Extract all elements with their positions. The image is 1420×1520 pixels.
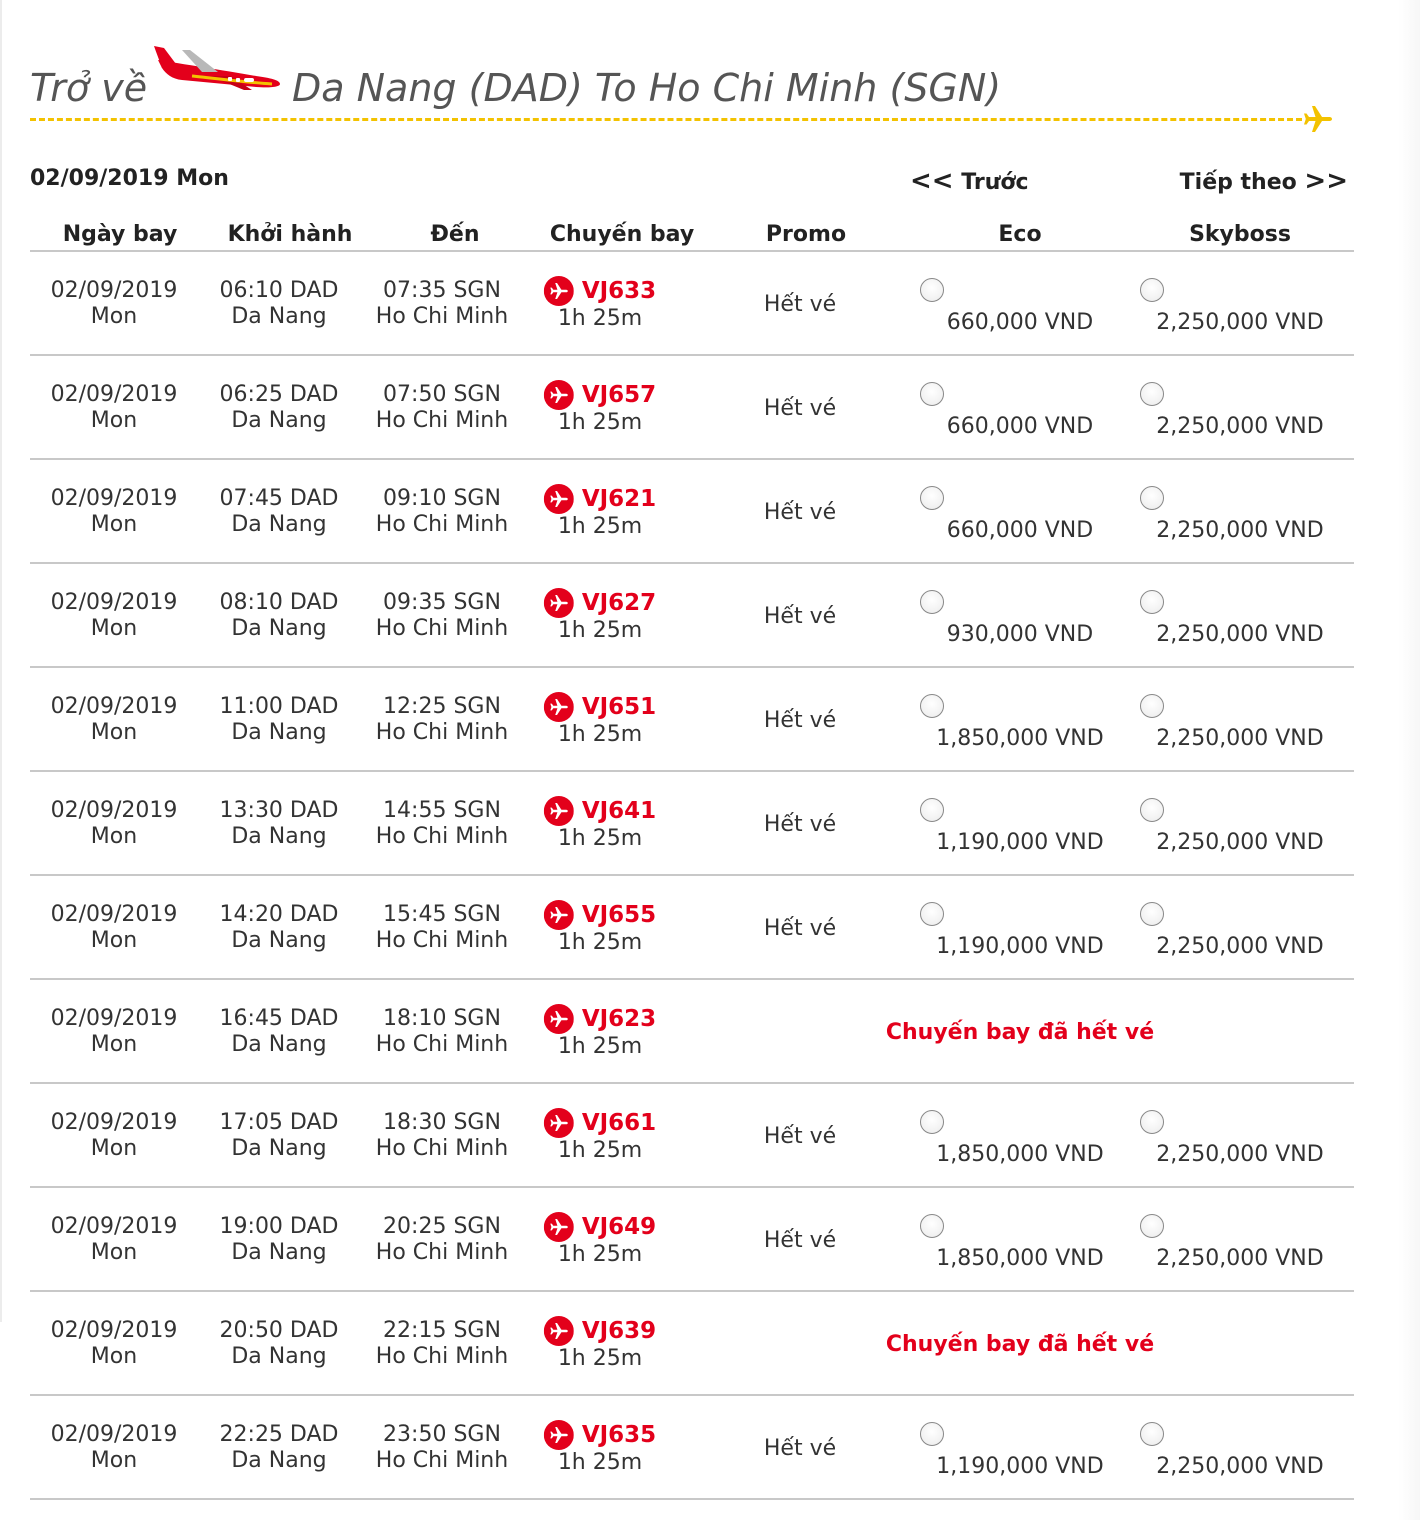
- eco-fare-radio[interactable]: [920, 590, 944, 614]
- flight-cell: [544, 1108, 656, 1164]
- arrival-time: 09:10 SGN: [383, 486, 501, 511]
- flight-number[interactable]: VJ641: [581, 798, 657, 824]
- arrival-cell: [376, 590, 508, 642]
- date-cell: [51, 798, 178, 850]
- previous-label: Trước: [961, 170, 1029, 195]
- flight-duration: 1h 25m: [557, 1034, 643, 1059]
- flight-number[interactable]: VJ649: [581, 1214, 657, 1240]
- skyboss-fare-radio[interactable]: [1140, 798, 1164, 822]
- departure-city: Da Nang: [231, 1344, 327, 1369]
- promo-status: Hết vé: [763, 812, 837, 837]
- flight-row: [30, 980, 1354, 1084]
- column-header-flight: Chuyến bay: [549, 222, 695, 247]
- arrival-cell: [376, 486, 508, 538]
- flight-duration: 1h 25m: [557, 826, 643, 851]
- promo-status: Hết vé: [763, 1436, 837, 1461]
- flight-row: [30, 564, 1354, 668]
- flight-date: 02/09/2019: [50, 1422, 178, 1447]
- flight-row: [30, 772, 1354, 876]
- flight-duration: 1h 25m: [557, 514, 643, 539]
- vietjet-plane-icon: [152, 40, 284, 96]
- vietjet-flight-icon: [544, 1004, 574, 1034]
- eco-fare-radio[interactable]: [920, 1422, 944, 1446]
- skyboss-price: 2,250,000 VND: [1156, 830, 1324, 855]
- next-day-link[interactable]: [1180, 166, 1348, 196]
- date-cell: [51, 590, 178, 642]
- skyboss-fare-radio[interactable]: [1140, 278, 1164, 302]
- arrival-cell: [376, 1318, 508, 1370]
- eco-fare-radio[interactable]: [920, 798, 944, 822]
- flight-weekday: Mon: [90, 1032, 138, 1057]
- flight-date: 02/09/2019: [50, 1006, 178, 1031]
- departure-cell: [220, 694, 339, 746]
- departure-city: Da Nang: [231, 720, 327, 745]
- flight-row: [30, 876, 1354, 980]
- eco-price: 1,190,000 VND: [936, 934, 1104, 959]
- eco-fare-radio[interactable]: [920, 1214, 944, 1238]
- flight-weekday: Mon: [90, 512, 138, 537]
- arrival-time: 18:30 SGN: [383, 1110, 501, 1135]
- date-cell: [51, 1006, 178, 1058]
- departure-time: 20:50 DAD: [219, 1318, 339, 1343]
- departure-city: Da Nang: [231, 408, 327, 433]
- flight-number[interactable]: VJ633: [581, 278, 657, 304]
- arrival-city: Ho Chi Minh: [375, 1240, 509, 1265]
- arrival-cell: [376, 1110, 508, 1162]
- departure-city: Da Nang: [231, 1448, 327, 1473]
- flight-number[interactable]: VJ655: [581, 902, 657, 928]
- skyboss-price: 2,250,000 VND: [1156, 622, 1324, 647]
- date-cell: [51, 1110, 178, 1162]
- flight-duration: 1h 25m: [557, 306, 643, 331]
- flight-weekday: Mon: [90, 616, 138, 641]
- departure-cell: [220, 1318, 339, 1370]
- flight-weekday: Mon: [90, 1240, 138, 1265]
- arrival-cell: [376, 798, 508, 850]
- flight-cell: [544, 1004, 656, 1060]
- departure-city: Da Nang: [231, 824, 327, 849]
- arrival-time: 07:50 SGN: [383, 382, 501, 407]
- flight-row: [30, 252, 1354, 356]
- vietjet-flight-icon: [544, 900, 574, 930]
- flight-date: 02/09/2019: [50, 694, 178, 719]
- flight-duration: 1h 25m: [557, 410, 643, 435]
- flight-duration: 1h 25m: [557, 1450, 643, 1475]
- selected-date: 02/09/2019 Mon: [30, 166, 229, 191]
- flight-number[interactable]: VJ635: [581, 1422, 657, 1448]
- left-border: [0, 0, 2, 1322]
- flight-row: [30, 1188, 1354, 1292]
- skyboss-price: 2,250,000 VND: [1156, 726, 1324, 751]
- flight-number[interactable]: VJ623: [581, 1006, 657, 1032]
- departure-cell: [220, 1110, 339, 1162]
- departure-time: 08:10 DAD: [219, 590, 339, 615]
- skyboss-fare-radio[interactable]: [1140, 902, 1164, 926]
- arrival-time: 14:55 SGN: [383, 798, 501, 823]
- skyboss-price: 2,250,000 VND: [1156, 310, 1324, 335]
- flight-duration: 1h 25m: [557, 618, 643, 643]
- column-header-eco: Eco: [998, 222, 1042, 247]
- right-edge-shade: [1398, 0, 1420, 1520]
- eco-price: 660,000 VND: [946, 310, 1094, 335]
- arrival-city: Ho Chi Minh: [375, 824, 509, 849]
- flight-row: [30, 1084, 1354, 1188]
- vietjet-flight-icon: [544, 692, 574, 722]
- sold-out-message: Chuyến bay đã hết vé: [885, 1332, 1155, 1357]
- vietjet-flight-icon: [544, 380, 574, 410]
- flight-number[interactable]: VJ627: [581, 590, 657, 616]
- date-cell: [51, 382, 178, 434]
- eco-price: 1,190,000 VND: [936, 1454, 1104, 1479]
- column-header-promo: Promo: [765, 222, 847, 247]
- skyboss-fare-radio[interactable]: [1140, 1214, 1164, 1238]
- route-dashed-line: [30, 118, 1302, 121]
- eco-price: 1,850,000 VND: [936, 726, 1104, 751]
- skyboss-price: 2,250,000 VND: [1156, 1246, 1324, 1271]
- departure-time: 14:20 DAD: [219, 902, 339, 927]
- flight-cell: [544, 900, 656, 956]
- departure-city: Da Nang: [231, 928, 327, 953]
- flight-weekday: Mon: [90, 720, 138, 745]
- promo-status: Hết vé: [763, 292, 837, 317]
- column-header-date: Ngày bay: [62, 222, 178, 247]
- promo-status: Hết vé: [763, 1124, 837, 1149]
- skyboss-price: 2,250,000 VND: [1156, 1454, 1324, 1479]
- flight-duration: 1h 25m: [557, 1346, 643, 1371]
- arrival-time: 23:50 SGN: [383, 1422, 501, 1447]
- departure-city: Da Nang: [231, 1032, 327, 1057]
- vietjet-flight-icon: [544, 1212, 574, 1242]
- departure-city: Da Nang: [231, 616, 327, 641]
- vietjet-flight-icon: [544, 1316, 574, 1346]
- departure-cell: [220, 1006, 339, 1058]
- skyboss-price: 2,250,000 VND: [1156, 414, 1324, 439]
- departure-cell: [220, 1214, 339, 1266]
- departure-time: 17:05 DAD: [219, 1110, 339, 1135]
- arrival-time: 22:15 SGN: [383, 1318, 501, 1343]
- departure-time: 06:10 DAD: [219, 278, 339, 303]
- flight-duration: 1h 25m: [557, 1138, 643, 1163]
- flight-number[interactable]: VJ651: [581, 694, 657, 720]
- flight-weekday: Mon: [90, 1136, 138, 1161]
- departure-time: 22:25 DAD: [219, 1422, 339, 1447]
- flight-weekday: Mon: [90, 408, 138, 433]
- arrival-time: 20:25 SGN: [383, 1214, 501, 1239]
- arrival-city: Ho Chi Minh: [375, 1136, 509, 1161]
- flight-cell: [544, 380, 656, 436]
- flight-duration: 1h 25m: [557, 722, 643, 747]
- flight-duration: 1h 25m: [557, 1242, 643, 1267]
- flight-weekday: Mon: [90, 1344, 138, 1369]
- column-header-skyboss: Skyboss: [1189, 222, 1291, 247]
- arrival-cell: [376, 902, 508, 954]
- eco-price: 1,190,000 VND: [936, 830, 1104, 855]
- arrival-cell: [376, 1214, 508, 1266]
- flight-weekday: Mon: [90, 304, 138, 329]
- departure-city: Da Nang: [231, 512, 327, 537]
- skyboss-fare-radio[interactable]: [1140, 1110, 1164, 1134]
- departure-city: Da Nang: [231, 1240, 327, 1265]
- flight-cell: [544, 1212, 656, 1268]
- double-chevron-right-icon: >>: [1304, 166, 1348, 196]
- departure-time: 13:30 DAD: [219, 798, 339, 823]
- arrival-city: Ho Chi Minh: [375, 512, 509, 537]
- previous-day-link[interactable]: [910, 166, 1029, 196]
- arrival-time: 09:35 SGN: [383, 590, 501, 615]
- flight-row: [30, 668, 1354, 772]
- flight-cell: [544, 484, 656, 540]
- skyboss-price: 2,250,000 VND: [1156, 1142, 1324, 1167]
- arrival-city: Ho Chi Minh: [375, 928, 509, 953]
- date-cell: [51, 1318, 178, 1370]
- flight-date: 02/09/2019: [50, 1110, 178, 1135]
- flight-number[interactable]: VJ657: [581, 382, 657, 408]
- departure-cell: [220, 902, 339, 954]
- flight-date: 02/09/2019: [50, 902, 178, 927]
- departure-cell: [220, 278, 339, 330]
- promo-status: Hết vé: [763, 604, 837, 629]
- flight-row: [30, 1292, 1354, 1396]
- vietjet-flight-icon: [544, 1108, 574, 1138]
- eco-fare-radio[interactable]: [920, 1110, 944, 1134]
- eco-fare-radio[interactable]: [920, 486, 944, 510]
- eco-fare-radio[interactable]: [920, 902, 944, 926]
- promo-status: Hết vé: [763, 708, 837, 733]
- airplane-icon: [1302, 103, 1334, 135]
- flight-row: [30, 356, 1354, 460]
- vietjet-flight-icon: [544, 276, 574, 306]
- eco-price: 1,850,000 VND: [936, 1246, 1104, 1271]
- vietjet-flight-icon: [544, 588, 574, 618]
- arrival-city: Ho Chi Minh: [375, 408, 509, 433]
- flight-cell: [544, 1316, 656, 1372]
- arrival-cell: [376, 1006, 508, 1058]
- skyboss-fare-radio[interactable]: [1140, 382, 1164, 406]
- flight-weekday: Mon: [90, 1448, 138, 1473]
- promo-status: Hết vé: [763, 500, 837, 525]
- departure-time: 06:25 DAD: [219, 382, 339, 407]
- flight-date: 02/09/2019: [50, 1318, 178, 1343]
- departure-cell: [220, 590, 339, 642]
- flight-cell: [544, 588, 656, 644]
- departure-cell: [220, 1422, 339, 1474]
- flight-table: [30, 220, 1354, 1500]
- departure-time: 07:45 DAD: [219, 486, 339, 511]
- date-cell: [51, 486, 178, 538]
- vietjet-flight-icon: [544, 1420, 574, 1450]
- flight-date: 02/09/2019: [50, 486, 178, 511]
- departure-city: Da Nang: [231, 304, 327, 329]
- arrival-city: Ho Chi Minh: [375, 616, 509, 641]
- sold-out-message: Chuyến bay đã hết vé: [885, 1020, 1155, 1045]
- arrival-city: Ho Chi Minh: [375, 1344, 509, 1369]
- arrival-cell: [376, 382, 508, 434]
- arrival-cell: [376, 278, 508, 330]
- flight-cell: [544, 692, 656, 748]
- departure-cell: [220, 486, 339, 538]
- flight-row: [30, 1396, 1354, 1500]
- return-label: Trở về: [30, 66, 148, 110]
- arrival-time: 12:25 SGN: [383, 694, 501, 719]
- skyboss-fare-radio[interactable]: [1140, 486, 1164, 510]
- double-chevron-left-icon: <<: [910, 166, 954, 196]
- flight-cell: [544, 1420, 656, 1476]
- eco-fare-radio[interactable]: [920, 278, 944, 302]
- flight-number[interactable]: VJ661: [581, 1110, 657, 1136]
- column-header-arrival: Đến: [430, 222, 480, 247]
- flight-row: [30, 460, 1354, 564]
- arrival-cell: [376, 694, 508, 746]
- route-title: Da Nang (DAD) To Ho Chi Minh (SGN): [292, 66, 1002, 110]
- arrival-time: 18:10 SGN: [383, 1006, 501, 1031]
- promo-status: Hết vé: [763, 396, 837, 421]
- flight-number[interactable]: VJ639: [581, 1318, 657, 1344]
- skyboss-fare-radio[interactable]: [1140, 694, 1164, 718]
- date-cell: [51, 278, 178, 330]
- flight-date: 02/09/2019: [50, 590, 178, 615]
- departure-city: Da Nang: [231, 1136, 327, 1161]
- arrival-city: Ho Chi Minh: [375, 1032, 509, 1057]
- date-cell: [51, 1422, 178, 1474]
- flight-weekday: Mon: [90, 824, 138, 849]
- flight-date: 02/09/2019: [50, 278, 178, 303]
- arrival-city: Ho Chi Minh: [375, 304, 509, 329]
- skyboss-fare-radio[interactable]: [1140, 590, 1164, 614]
- departure-cell: [220, 798, 339, 850]
- flight-date: 02/09/2019: [50, 798, 178, 823]
- flight-duration: 1h 25m: [557, 930, 643, 955]
- promo-status: Hết vé: [763, 916, 837, 941]
- eco-price: 660,000 VND: [946, 518, 1094, 543]
- eco-price: 660,000 VND: [946, 414, 1094, 439]
- flight-date: 02/09/2019: [50, 1214, 178, 1239]
- eco-fare-radio[interactable]: [920, 694, 944, 718]
- departure-cell: [220, 382, 339, 434]
- route-header: [30, 40, 1350, 140]
- vietjet-flight-icon: [544, 484, 574, 514]
- arrival-cell: [376, 1422, 508, 1474]
- date-cell: [51, 1214, 178, 1266]
- promo-status: Hết vé: [763, 1228, 837, 1253]
- arrival-time: 07:35 SGN: [383, 278, 501, 303]
- flight-date: 02/09/2019: [50, 382, 178, 407]
- column-header-departure: Khởi hành: [227, 222, 353, 247]
- departure-time: 16:45 DAD: [219, 1006, 339, 1031]
- date-cell: [51, 694, 178, 746]
- skyboss-price: 2,250,000 VND: [1156, 934, 1324, 959]
- eco-price: 1,850,000 VND: [936, 1142, 1104, 1167]
- flight-cell: [544, 276, 656, 332]
- flight-number[interactable]: VJ621: [581, 486, 657, 512]
- flight-weekday: Mon: [90, 928, 138, 953]
- eco-fare-radio[interactable]: [920, 382, 944, 406]
- departure-time: 19:00 DAD: [219, 1214, 339, 1239]
- arrival-time: 15:45 SGN: [383, 902, 501, 927]
- arrival-city: Ho Chi Minh: [375, 720, 509, 745]
- skyboss-price: 2,250,000 VND: [1156, 518, 1324, 543]
- eco-price: 930,000 VND: [946, 622, 1094, 647]
- table-header: [30, 220, 1354, 252]
- arrival-city: Ho Chi Minh: [375, 1448, 509, 1473]
- vietjet-flight-icon: [544, 796, 574, 826]
- date-cell: [51, 902, 178, 954]
- next-label: Tiếp theo: [1179, 170, 1297, 195]
- departure-time: 11:00 DAD: [219, 694, 339, 719]
- flight-cell: [544, 796, 656, 852]
- skyboss-fare-radio[interactable]: [1140, 1422, 1164, 1446]
- date-navigation: [30, 166, 1350, 198]
